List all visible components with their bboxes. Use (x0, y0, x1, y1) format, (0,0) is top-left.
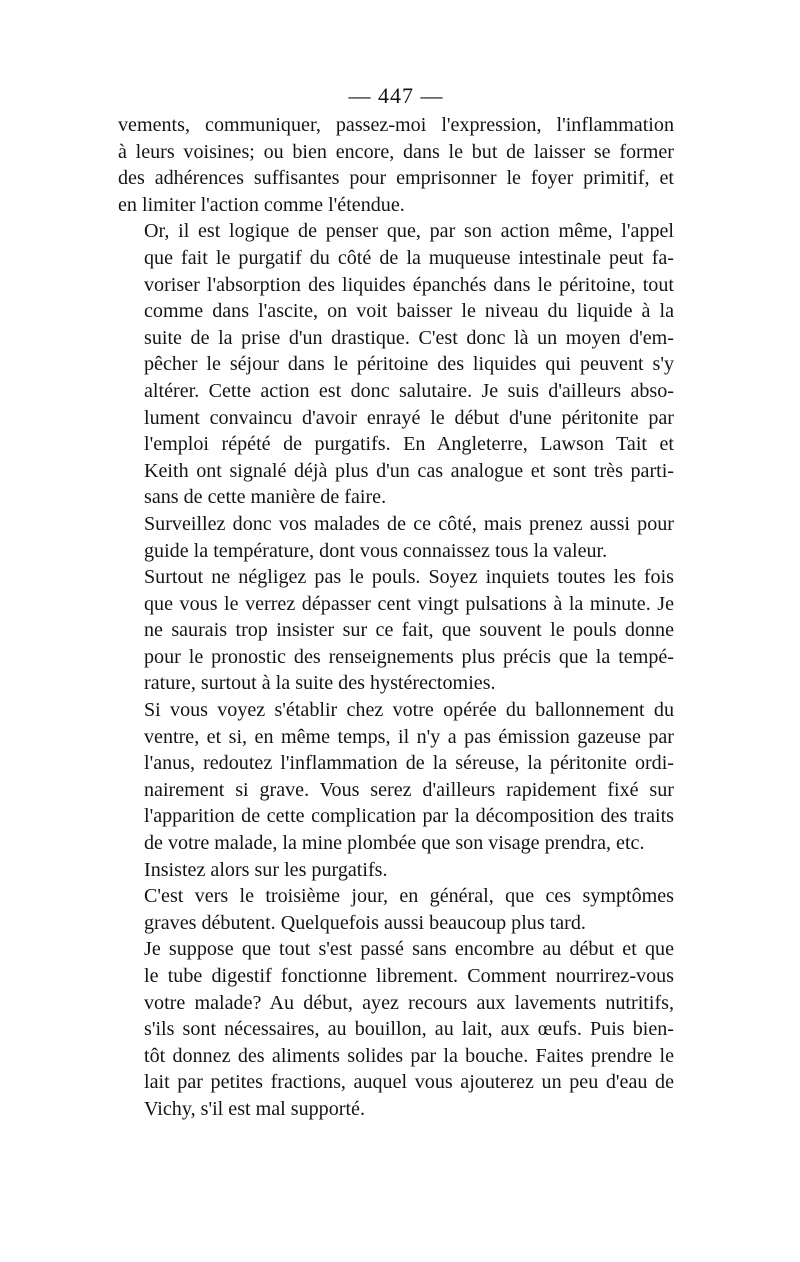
text-line: Vichy, s'il est mal supporté. (144, 1097, 365, 1120)
text-line: ventre, et si, en même temps, il n'y a pas émission gazeuse par (144, 725, 674, 748)
text-line: nairement si grave. Vous serez d'ailleurs rapidement fixé sur (144, 778, 674, 801)
text-line: suite de la prise d'un drastique. C'est donc là un moyen d'em- (144, 326, 674, 349)
text-line: graves débutent. Quelquefois aussi beaucoup plus tard. (144, 911, 586, 934)
text-line: lait par petites fractions, auquel vous ajouterez un peu d'eau de (144, 1071, 674, 1094)
text-line: sans de cette manière de faire. (144, 486, 387, 509)
body-text (118, 112, 674, 1123)
paragraph (118, 564, 674, 697)
text-line: Surveillez donc vos malades de ce côté, mais prenez aussi pour (144, 512, 674, 535)
text-line: lument convaincu d'avoir enrayé le début d'une péritonite par (144, 406, 674, 429)
text-line: comme dans l'ascite, on voit baisser le niveau du liquide à la (144, 300, 674, 323)
text-line: pour le pronostic des renseignements plus précis que la tempé- (144, 645, 674, 668)
text-line: vements, communiquer, passez-moi l'expression, l'inflammation (118, 114, 674, 136)
book-page (118, 82, 674, 1123)
page-number: — 447 — (348, 83, 444, 108)
text-line: que vous le verrez dépasser cent vingt pulsations à la minute. Je (144, 592, 674, 615)
text-line: de votre malade, la mine plombée que son visage prendra, etc. (144, 832, 645, 855)
text-line: rature, surtout à la suite des hystérectomies. (144, 672, 496, 695)
text-line: Si vous voyez s'établir chez votre opérée du ballonnement du (144, 699, 674, 722)
text-line: en limiter l'action comme l'étendue. (118, 193, 405, 216)
text-line: le tube digestif fonctionne librement. Comment nourrirez-vous (144, 965, 674, 987)
text-line: des adhérences suffisantes pour emprisonner le foyer primitif, et (118, 167, 674, 190)
text-line: votre malade? Au début, ayez recours aux lavements nutritifs, (144, 991, 674, 1014)
text-line: guide la température, dont vous connaissez tous la valeur. (144, 539, 608, 562)
text-line: Je suppose que tout s'est passé sans encombre au début et que (144, 938, 674, 961)
text-line: tôt donnez des aliments solides par la bouche. Faites prendre le (144, 1044, 674, 1067)
paragraph (118, 857, 674, 884)
text-line: C'est vers le troisième jour, en général, que ces symptômes (144, 885, 674, 908)
text-line: Keith ont signalé déjà plus d'un cas analogue et sont très parti- (144, 459, 674, 482)
text-line: l'anus, redoutez l'inflammation de la séreuse, la péritonite ordi- (144, 752, 674, 775)
text-line: Insistez alors sur les purgatifs. (144, 858, 388, 881)
text-line: Or, il est logique de penser que, par son action même, l'appel (144, 220, 674, 243)
text-line: s'ils sont nécessaires, au bouillon, au lait, aux œufs. Puis bien- (144, 1018, 674, 1041)
paragraph (118, 883, 674, 936)
paragraph (118, 697, 674, 857)
paragraph (118, 936, 674, 1122)
text-line: altérer. Cette action est donc salutaire. Je suis d'ailleurs abso- (144, 379, 674, 402)
text-line: Surtout ne négligez pas le pouls. Soyez inquiets toutes les fois (144, 566, 674, 589)
text-line: l'emploi répété de purgatifs. En Angleterre, Lawson Tait et (144, 433, 674, 456)
paragraph (118, 112, 674, 218)
text-line: ne saurais trop insister sur ce fait, que souvent le pouls donne (144, 619, 674, 642)
text-line: l'apparition de cette complication par la décomposition des traits (144, 805, 674, 828)
text-line: à leurs voisines; ou bien encore, dans le but de laisser se former (118, 140, 674, 163)
paragraph (118, 511, 674, 564)
text-line: pêcher le séjour dans le péritoine des liquides qui peuvent s'y (144, 353, 674, 376)
paragraph (118, 218, 674, 511)
text-line: voriser l'absorption des liquides épanchés dans le péritoine, tout (144, 273, 674, 296)
text-line: que fait le purgatif du côté de la muqueuse intestinale peut fa- (144, 246, 674, 269)
